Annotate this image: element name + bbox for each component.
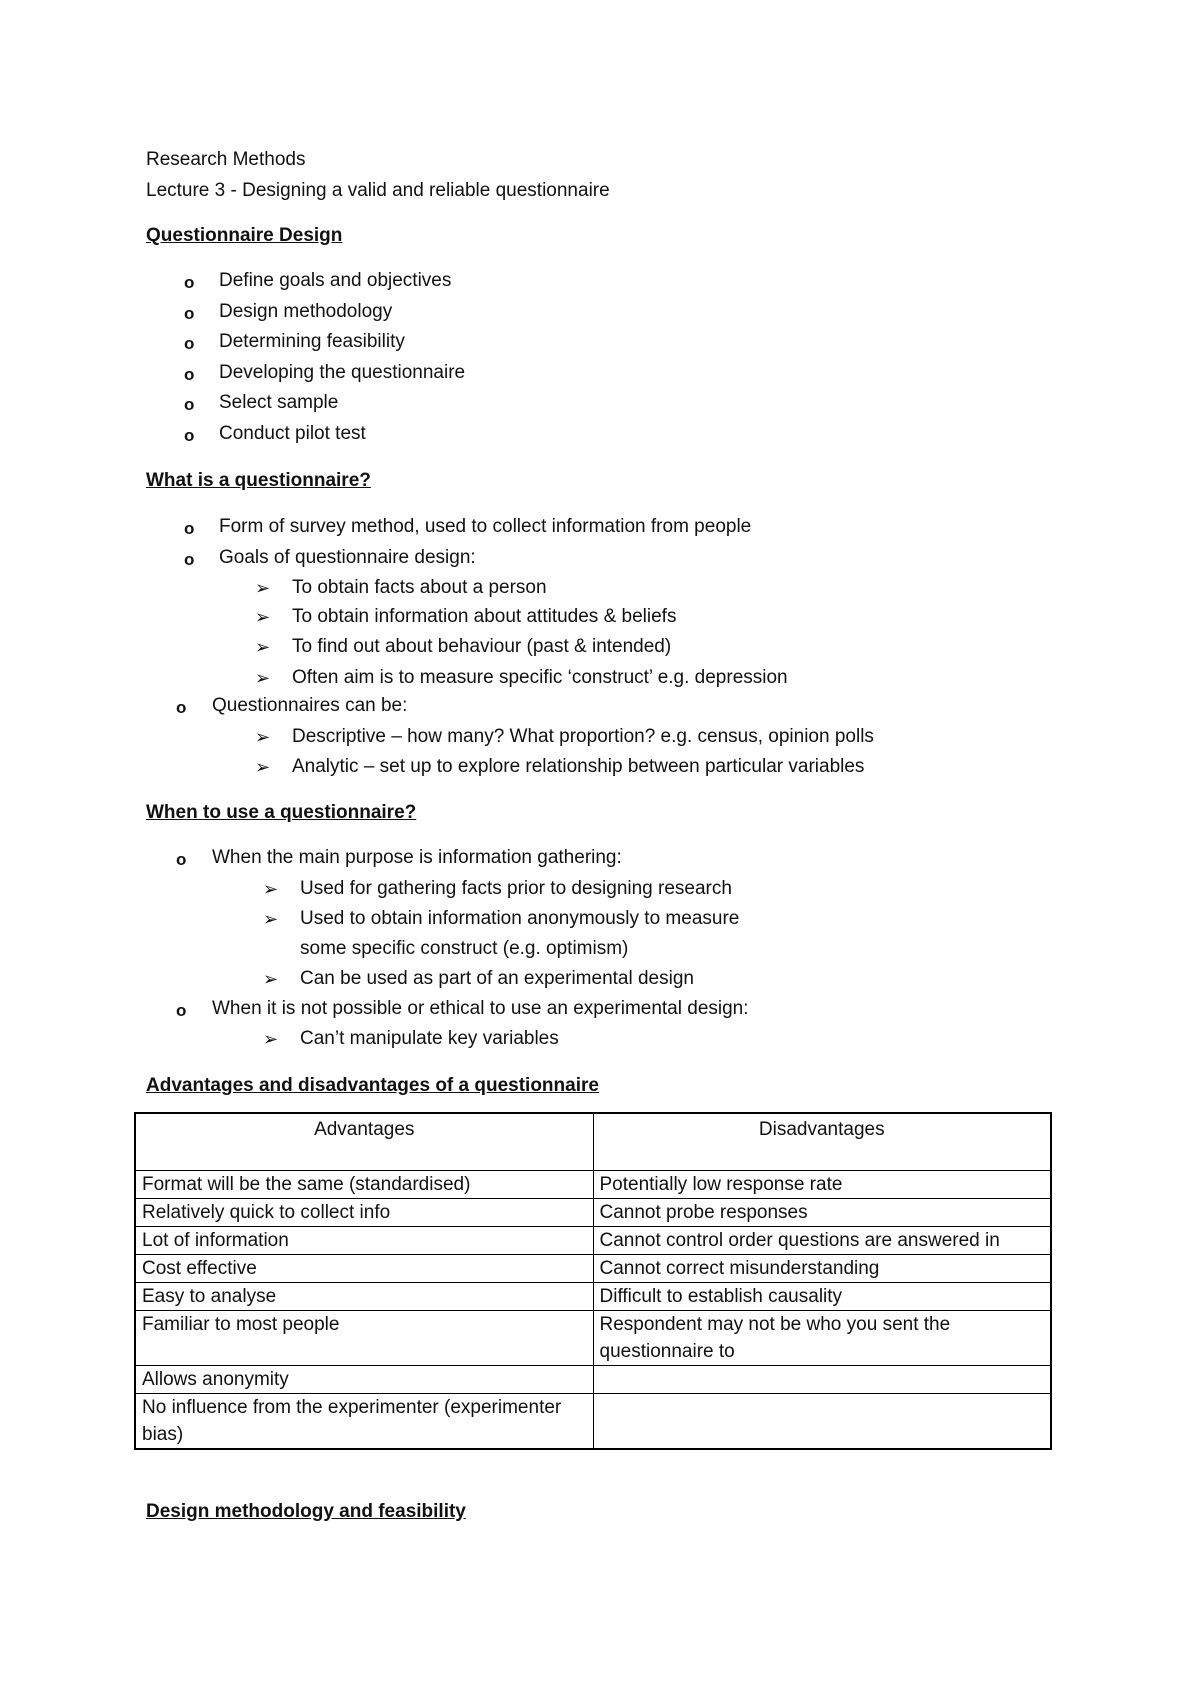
table-cell: Format will be the same (standardised)	[135, 1171, 593, 1199]
table-cell: Relatively quick to collect info	[135, 1199, 593, 1227]
arrow-bullet-icon: ➢	[255, 578, 271, 598]
table-cell: No influence from the experimenter (experimenter bias)	[135, 1394, 593, 1450]
sub-list-item: Used to obtain information anonymously to measure	[300, 908, 740, 929]
table-cell: Familiar to most people	[135, 1311, 593, 1366]
table-row	[135, 1283, 1051, 1311]
list-item: Select sample	[219, 392, 339, 413]
table-cell: Cost effective	[135, 1255, 593, 1283]
table-header-row	[135, 1113, 1051, 1171]
sub-list-item: To find out about behaviour (past & intended)	[292, 636, 672, 657]
advantages-table	[134, 1112, 1052, 1450]
sub-list-item: Often aim is to measure specific ‘construct’ e.g. depression	[292, 667, 788, 688]
table-cell: Cannot probe responses	[593, 1199, 1051, 1227]
lecture-title: Lecture 3 - Designing a valid and reliable questionnaire	[146, 180, 610, 201]
column-header-advantages: Advantages	[135, 1113, 593, 1171]
table-cell: Allows anonymity	[135, 1366, 593, 1394]
list-item: Developing the questionnaire	[219, 362, 466, 383]
list-item: Design methodology	[219, 301, 393, 322]
circle-bullet-icon: o	[184, 304, 195, 323]
sub-list-item: Descriptive – how many? What proportion? e.g. census, opinion polls	[292, 726, 874, 747]
section-heading-when: When to use a questionnaire?	[146, 802, 417, 823]
list-item: Goals of questionnaire design:	[219, 547, 476, 568]
table-row	[135, 1171, 1051, 1199]
circle-bullet-icon: o	[176, 1001, 187, 1020]
arrow-bullet-icon: ➢	[263, 879, 279, 899]
circle-bullet-icon: o	[176, 698, 187, 717]
circle-bullet-icon: o	[184, 395, 195, 414]
circle-bullet-icon: o	[176, 850, 187, 869]
sub-list-item-continued: some specific construct (e.g. optimism)	[300, 938, 629, 959]
table-row	[135, 1311, 1051, 1366]
circle-bullet-icon: o	[184, 365, 195, 384]
arrow-bullet-icon: ➢	[255, 668, 271, 688]
table-cell: Lot of information	[135, 1227, 593, 1255]
table-row	[135, 1394, 1051, 1450]
sub-list-item: Can’t manipulate key variables	[300, 1028, 559, 1049]
list-item: Determining feasibility	[219, 331, 405, 352]
table-cell	[593, 1366, 1051, 1394]
list-item: Questionnaires can be:	[212, 695, 408, 716]
section-heading-methodology: Design methodology and feasibility	[146, 1501, 466, 1522]
section-heading-advantages: Advantages and disadvantages of a questionnaire	[146, 1075, 599, 1096]
sub-list-item: Used for gathering facts prior to designing research	[300, 878, 732, 899]
sub-list-item: Can be used as part of an experimental design	[300, 968, 694, 989]
arrow-bullet-icon: ➢	[255, 727, 271, 747]
arrow-bullet-icon: ➢	[263, 1029, 279, 1049]
circle-bullet-icon: o	[184, 273, 195, 292]
table-cell: Easy to analyse	[135, 1283, 593, 1311]
arrow-bullet-icon: ➢	[255, 607, 271, 627]
sub-list-item: Analytic – set up to explore relationship between particular variables	[292, 756, 865, 777]
table-row	[135, 1227, 1051, 1255]
table-cell: Potentially low response rate	[593, 1171, 1051, 1199]
sub-list-item: To obtain information about attitudes & beliefs	[292, 606, 677, 627]
table-row	[135, 1199, 1051, 1227]
sub-list-item: To obtain facts about a person	[292, 577, 547, 598]
arrow-bullet-icon: ➢	[263, 969, 279, 989]
table-cell: Cannot correct misunderstanding	[593, 1255, 1051, 1283]
list-item: When it is not possible or ethical to use an experimental design:	[212, 998, 749, 1019]
list-item: Form of survey method, used to collect information from people	[219, 516, 752, 537]
list-item: Define goals and objectives	[219, 270, 452, 291]
section-heading-design: Questionnaire Design	[146, 225, 343, 246]
table-cell: Difficult to establish causality	[593, 1283, 1051, 1311]
arrow-bullet-icon: ➢	[255, 637, 271, 657]
circle-bullet-icon: o	[184, 334, 195, 353]
table-row	[135, 1255, 1051, 1283]
list-item: Conduct pilot test	[219, 423, 366, 444]
list-item: When the main purpose is information gathering:	[212, 847, 622, 868]
column-header-disadvantages: Disadvantages	[593, 1113, 1051, 1171]
table-cell: Respondent may not be who you sent the questionnaire to	[593, 1311, 1051, 1366]
table-cell	[593, 1394, 1051, 1450]
table-row	[135, 1366, 1051, 1394]
circle-bullet-icon: o	[184, 550, 195, 569]
course-title: Research Methods	[146, 149, 306, 170]
circle-bullet-icon: o	[184, 426, 195, 445]
circle-bullet-icon: o	[184, 519, 195, 538]
table-cell: Cannot control order questions are answered in	[593, 1227, 1051, 1255]
arrow-bullet-icon: ➢	[263, 909, 279, 929]
section-heading-what: What is a questionnaire?	[146, 470, 371, 491]
arrow-bullet-icon: ➢	[255, 757, 271, 777]
